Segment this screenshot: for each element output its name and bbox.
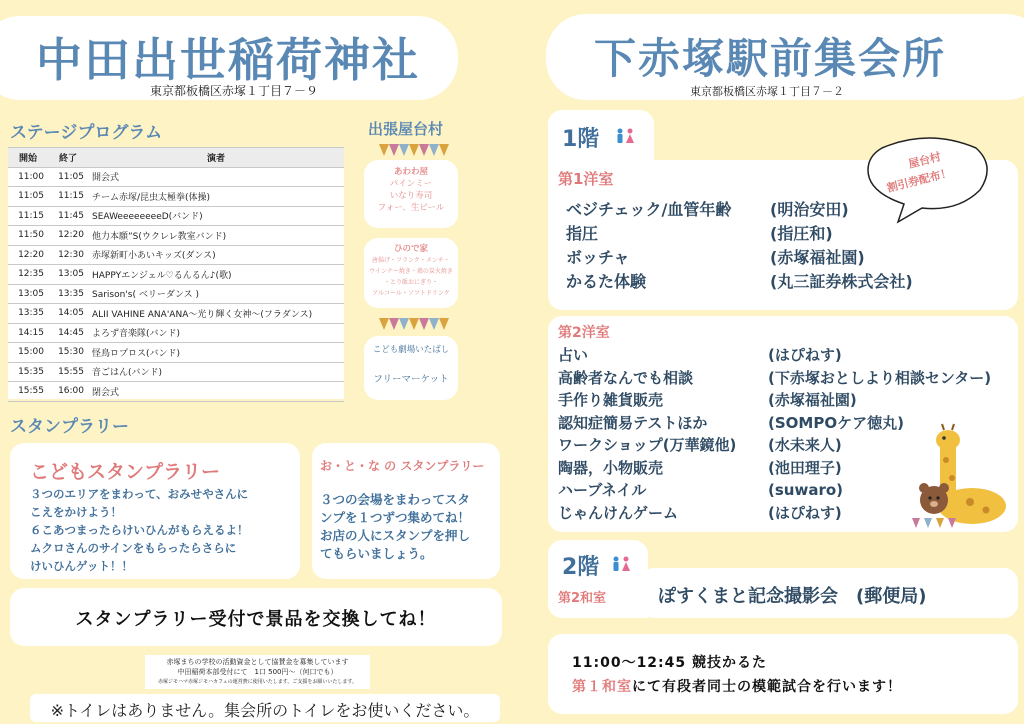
floor1-label: 1階	[562, 127, 600, 152]
bubble-text-1: 屋台村	[907, 150, 943, 171]
table-row: 13:35 14:05 ALII VAHINE ANA'ANA～光り輝く女神～(フラダンス)	[8, 304, 344, 324]
col-start: 開始	[8, 148, 48, 168]
donation-notice: 赤塚まちの学校の活動資金として協賛金を募集しています 中田稲荷本部受付にて 1口 500円～（何口でも） 赤塚ジモハマ赤塚ジモハカフェの運営費に使用いたします。ご支援をお願いいたします。	[145, 655, 370, 689]
stall-card-title: あわわ屋	[393, 167, 428, 177]
stall-card-title: こども劇場いたばし	[372, 345, 450, 355]
col-performer: 演者	[88, 148, 344, 168]
floor2-event-card	[640, 568, 1018, 618]
list-item: 指圧 (指圧和)	[566, 224, 833, 243]
list-item: ベジチェック/血管年齢 (明治安田)	[566, 200, 849, 219]
stage-program-table-wrap	[8, 147, 344, 399]
bubble-text-2: 割引券配布！	[885, 166, 953, 195]
list-item: かるた体験 (丸三証券株式会社)	[566, 272, 913, 291]
list-item: 認知症簡易テストほか (SOMPOケア徳丸)	[558, 413, 904, 432]
karuta-room: 第１和室	[572, 679, 632, 695]
restroom-icon	[610, 556, 632, 578]
stall-card-kodomo: こども劇場いたばし フリーマーケット	[364, 336, 458, 400]
col-end: 終了	[48, 148, 88, 168]
karuta-line1: 11:00～12:45 競技かるた	[572, 655, 768, 671]
list-item: 陶器，小物販売 (池田理子)	[558, 458, 842, 477]
list-item: 手作り雑貨販売 (赤塚福祉園)	[558, 391, 857, 409]
table-row: 11:00 11:05 開会式	[8, 167, 344, 187]
table-row: 12:35 13:05 HAPPYエンジェル♡るんるん♪(歌)	[8, 265, 344, 285]
exchange-card	[10, 588, 502, 646]
stage-program-table	[8, 147, 344, 402]
list-item: 高齢者なんでも相談 (下赤塚おとしより相談センター)	[558, 368, 992, 387]
right-venue-title: 下赤塚駅前集会所	[594, 34, 947, 83]
table-row: 15:55 16:00 閉会式	[8, 382, 344, 402]
room1-list	[566, 198, 913, 294]
karuta-card	[548, 634, 1018, 714]
room1-name: 第1洋室	[558, 170, 614, 188]
floor2-tab	[548, 540, 648, 618]
exchange-text: スタンプラリー受付で景品を交換してね！	[75, 609, 437, 630]
table-row: 14:15 14:45 よろず音楽隊(バンド)	[8, 323, 344, 343]
table-row: 12:20 12:30 赤塚新町小あいキッズ(ダンス)	[8, 245, 344, 265]
stall-card-hinodeya: ひので家 唐揚げ・フランク・メンチ・ ウインナー焼き・鶏の炭火焼き ・とり飯おにぎり・ アルコール・ソフトドリンク	[364, 238, 458, 308]
stalls-heading: 出張屋台村	[368, 120, 444, 138]
list-item: 占い (はぴねす)	[558, 346, 842, 364]
right-venue-address: 東京都板橋区赤塚１丁目７－２	[690, 85, 844, 98]
toilet-notice: ※トイレはありません。集会所のトイレをお使いください。	[30, 694, 500, 722]
list-item: ハーブネイル (suwaro)	[558, 481, 843, 499]
stall-card-awawaya: あわわ屋 パインミー いなり寿司 フォー、生ビール	[364, 160, 458, 228]
adult-stamp-card	[312, 443, 500, 579]
karuta-line2: 第１和室にて有段者同士の模範試合を行います！	[572, 679, 902, 695]
list-item: じゃんけんゲーム (はぴねす)	[558, 503, 842, 522]
list-item: ワークショップ(万華鏡他) (水未来人)	[558, 436, 842, 454]
adult-stamp-text: ３つの会場をまわってスタ ンプを１つずつ集めてね！ お店の人にスタンプを押し てもらいましょう。	[320, 492, 471, 561]
floor2-room-name: 第2和室	[558, 591, 607, 606]
bunting-decoration	[378, 318, 450, 330]
table-row: 15:00 15:30 怪鳥ロプロス(バンド)	[8, 343, 344, 363]
room2-name: 第2洋室	[558, 325, 610, 341]
floor2-event-text: ぽすくまと記念撮影会 (郵便局)	[658, 586, 927, 607]
restroom-icon	[614, 128, 636, 150]
kids-stamp-title: こどもスタンプラリー	[30, 461, 221, 483]
table-header-row	[8, 148, 344, 168]
table-row: 11:15 11:45 SEAWeeeeeeeeD(バンド)	[8, 206, 344, 226]
kids-stamp-text: ３つのエリアをまわって、おみせやさんに こえをかけよう！ ６こあつまったらけいひんがもらえるよ！ ムクロさんのサインをもらったらさらに けいひんゲット！！	[30, 487, 249, 573]
table-row: 15:35 15:55 音ごはん(バンド)	[8, 362, 344, 382]
table-row: 11:50 12:20 他力本願”S(ウクレレ教室バンド)	[8, 226, 344, 246]
stage-program-heading: ステージプログラム	[10, 123, 163, 143]
left-venue-address: 東京都板橋区赤塚１丁目７－９	[150, 84, 319, 98]
floor2-label: 2階	[562, 555, 600, 580]
table-row: 13:05 13:35 Sarison's( ベリーダンス )	[8, 284, 344, 304]
adult-stamp-title: お・と・な の スタンプラリー	[320, 459, 485, 473]
kids-stamp-card	[10, 443, 300, 579]
list-item: ボッチャ (赤塚福祉園)	[566, 248, 865, 267]
stamp-rally-heading: スタンプラリー	[10, 417, 129, 437]
bunting-decoration	[378, 144, 450, 156]
table-row: 11:05 11:15 チーム赤塚/昆虫太極拳(体操)	[8, 187, 344, 207]
stall-card-title: ひので家	[393, 244, 428, 254]
giraffe-bear-illustration	[900, 420, 1018, 532]
left-venue-title: 中田出世稲荷神社	[36, 33, 420, 87]
